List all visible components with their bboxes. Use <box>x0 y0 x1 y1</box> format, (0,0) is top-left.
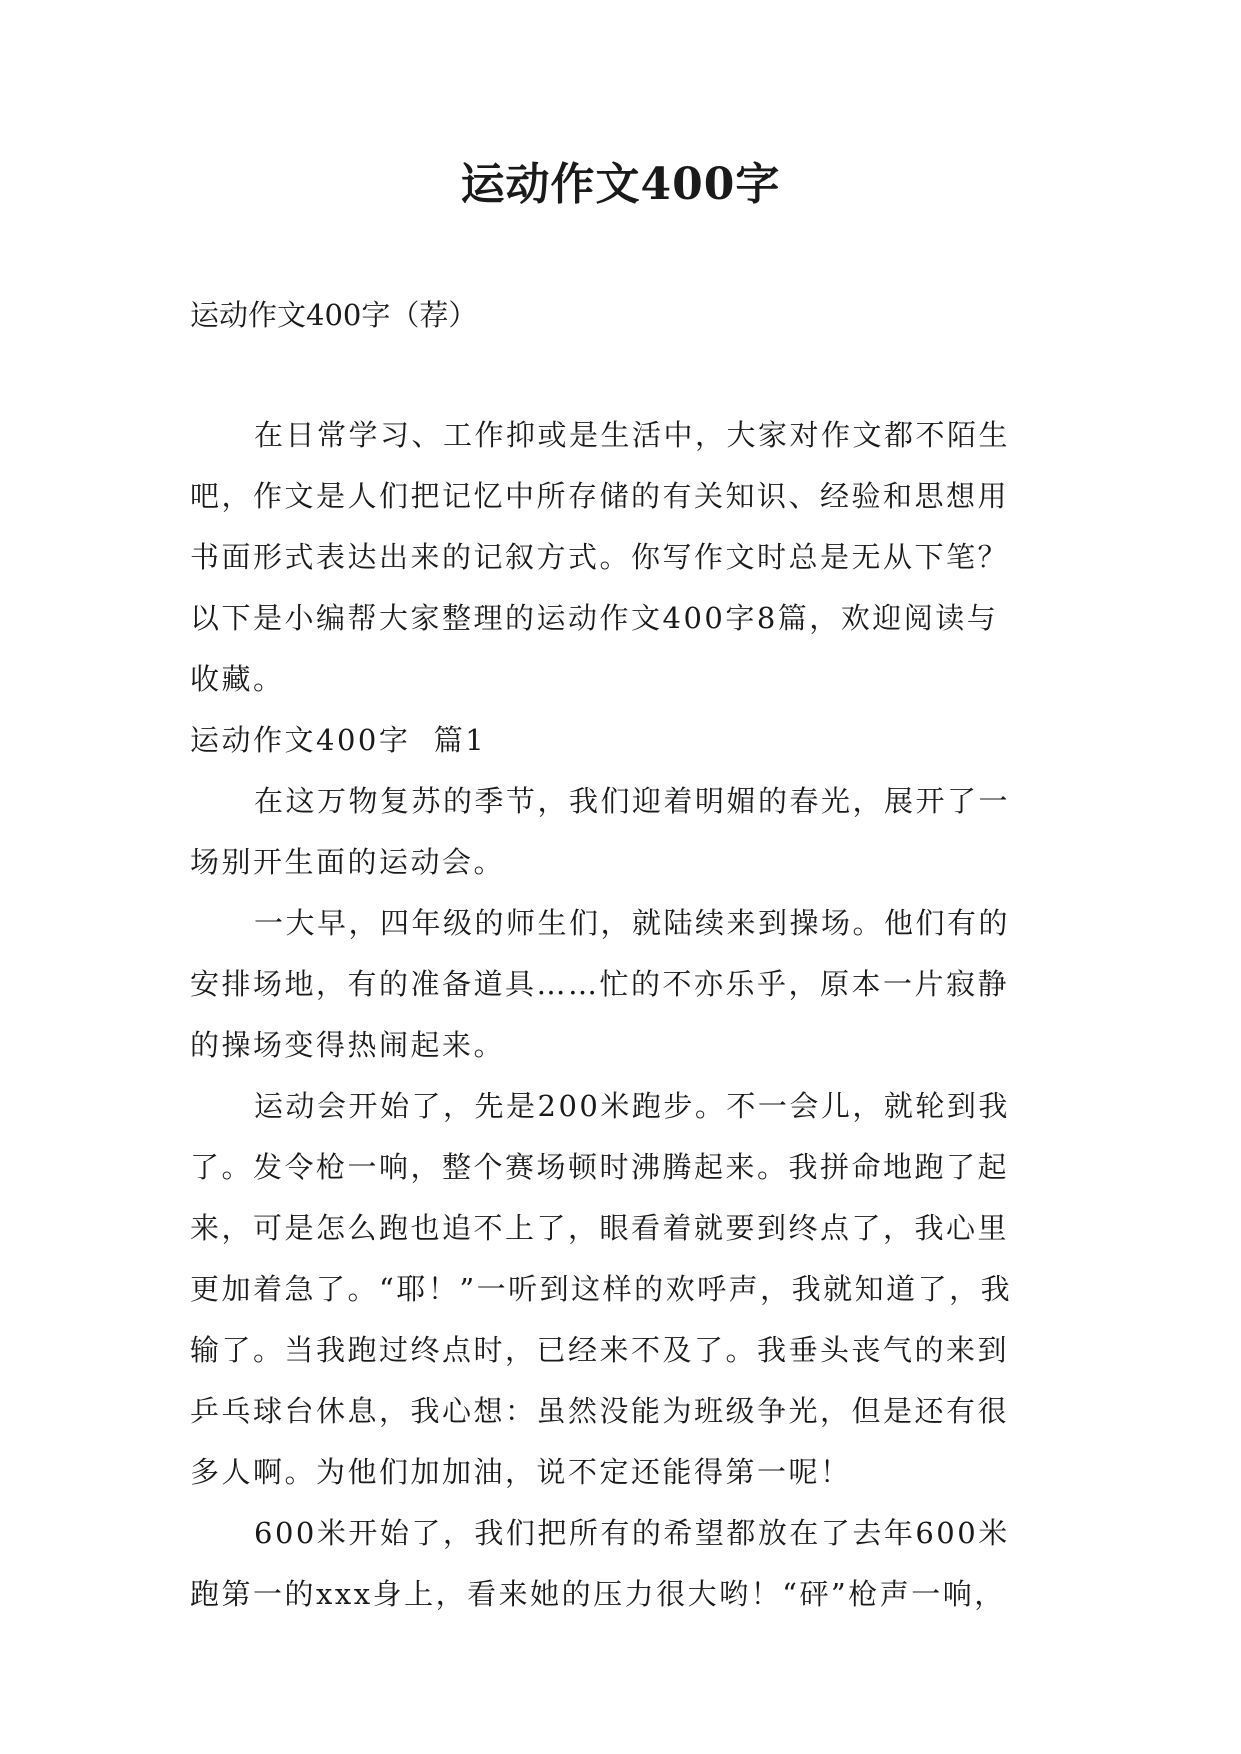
text-line: 安排场地，有的准备道具……忙的不亦乐乎，原本一片寂静 <box>190 967 1010 1001</box>
document-body <box>190 405 1070 1625</box>
document-subtitle: 运动作文400字（荐） <box>190 298 478 332</box>
text-line: 乒乓球台休息，我心想：虽然没能为班级争光，但是还有很 <box>190 1394 1010 1428</box>
text-line: 来，可是怎么跑也追不上了，眼看着就要到终点了，我心里 <box>190 1211 1010 1245</box>
text-line: 场别开生面的运动会。 <box>190 845 506 879</box>
text-line: 收藏。 <box>190 662 285 696</box>
text-line: 的操场变得热闹起来。 <box>190 1028 506 1062</box>
text-line: 以下是小编帮大家整理的运动作文400字8篇，欢迎阅读与 <box>190 601 999 635</box>
section-heading: 运动作文400字 篇1 <box>190 723 487 757</box>
text-line: 在日常学习、工作抑或是生活中，大家对作文都不陌生 <box>254 418 1011 452</box>
text-line: 600米开始了，我们把所有的希望都放在了去年600米 <box>254 1516 1010 1550</box>
text-line: 在这万物复苏的季节，我们迎着明媚的春光，展开了一 <box>254 784 1011 818</box>
document-title: 运动作文400字 <box>460 159 781 210</box>
text-line: 输了。当我跑过终点时，已经来不及了。我垂头丧气的来到 <box>190 1333 1010 1367</box>
text-line: 了。发令枪一响，整个赛场顿时沸腾起来。我拼命地跑了起 <box>190 1150 1010 1184</box>
text-line: 运动会开始了，先是200米跑步。不一会儿，就轮到我 <box>254 1089 1010 1123</box>
text-line: 更加着急了。“耶！”一听到这样的欢呼声，我就知道了，我 <box>190 1272 1013 1306</box>
text-line: 一大早，四年级的师生们，就陆续来到操场。他们有的 <box>254 906 1011 940</box>
text-line: 书面形式表达出来的记叙方式。你写作文时总是无从下笔？ <box>190 540 1010 574</box>
text-line: 跑第一的xxx身上，看来她的压力很大哟！“砰”枪声一响， <box>190 1577 1006 1611</box>
text-line: 多人啊。为他们加加油，说不定还能得第一呢！ <box>190 1455 852 1489</box>
text-line: 吧，作文是人们把记忆中所存储的有关知识、经验和思想用 <box>190 479 1010 513</box>
